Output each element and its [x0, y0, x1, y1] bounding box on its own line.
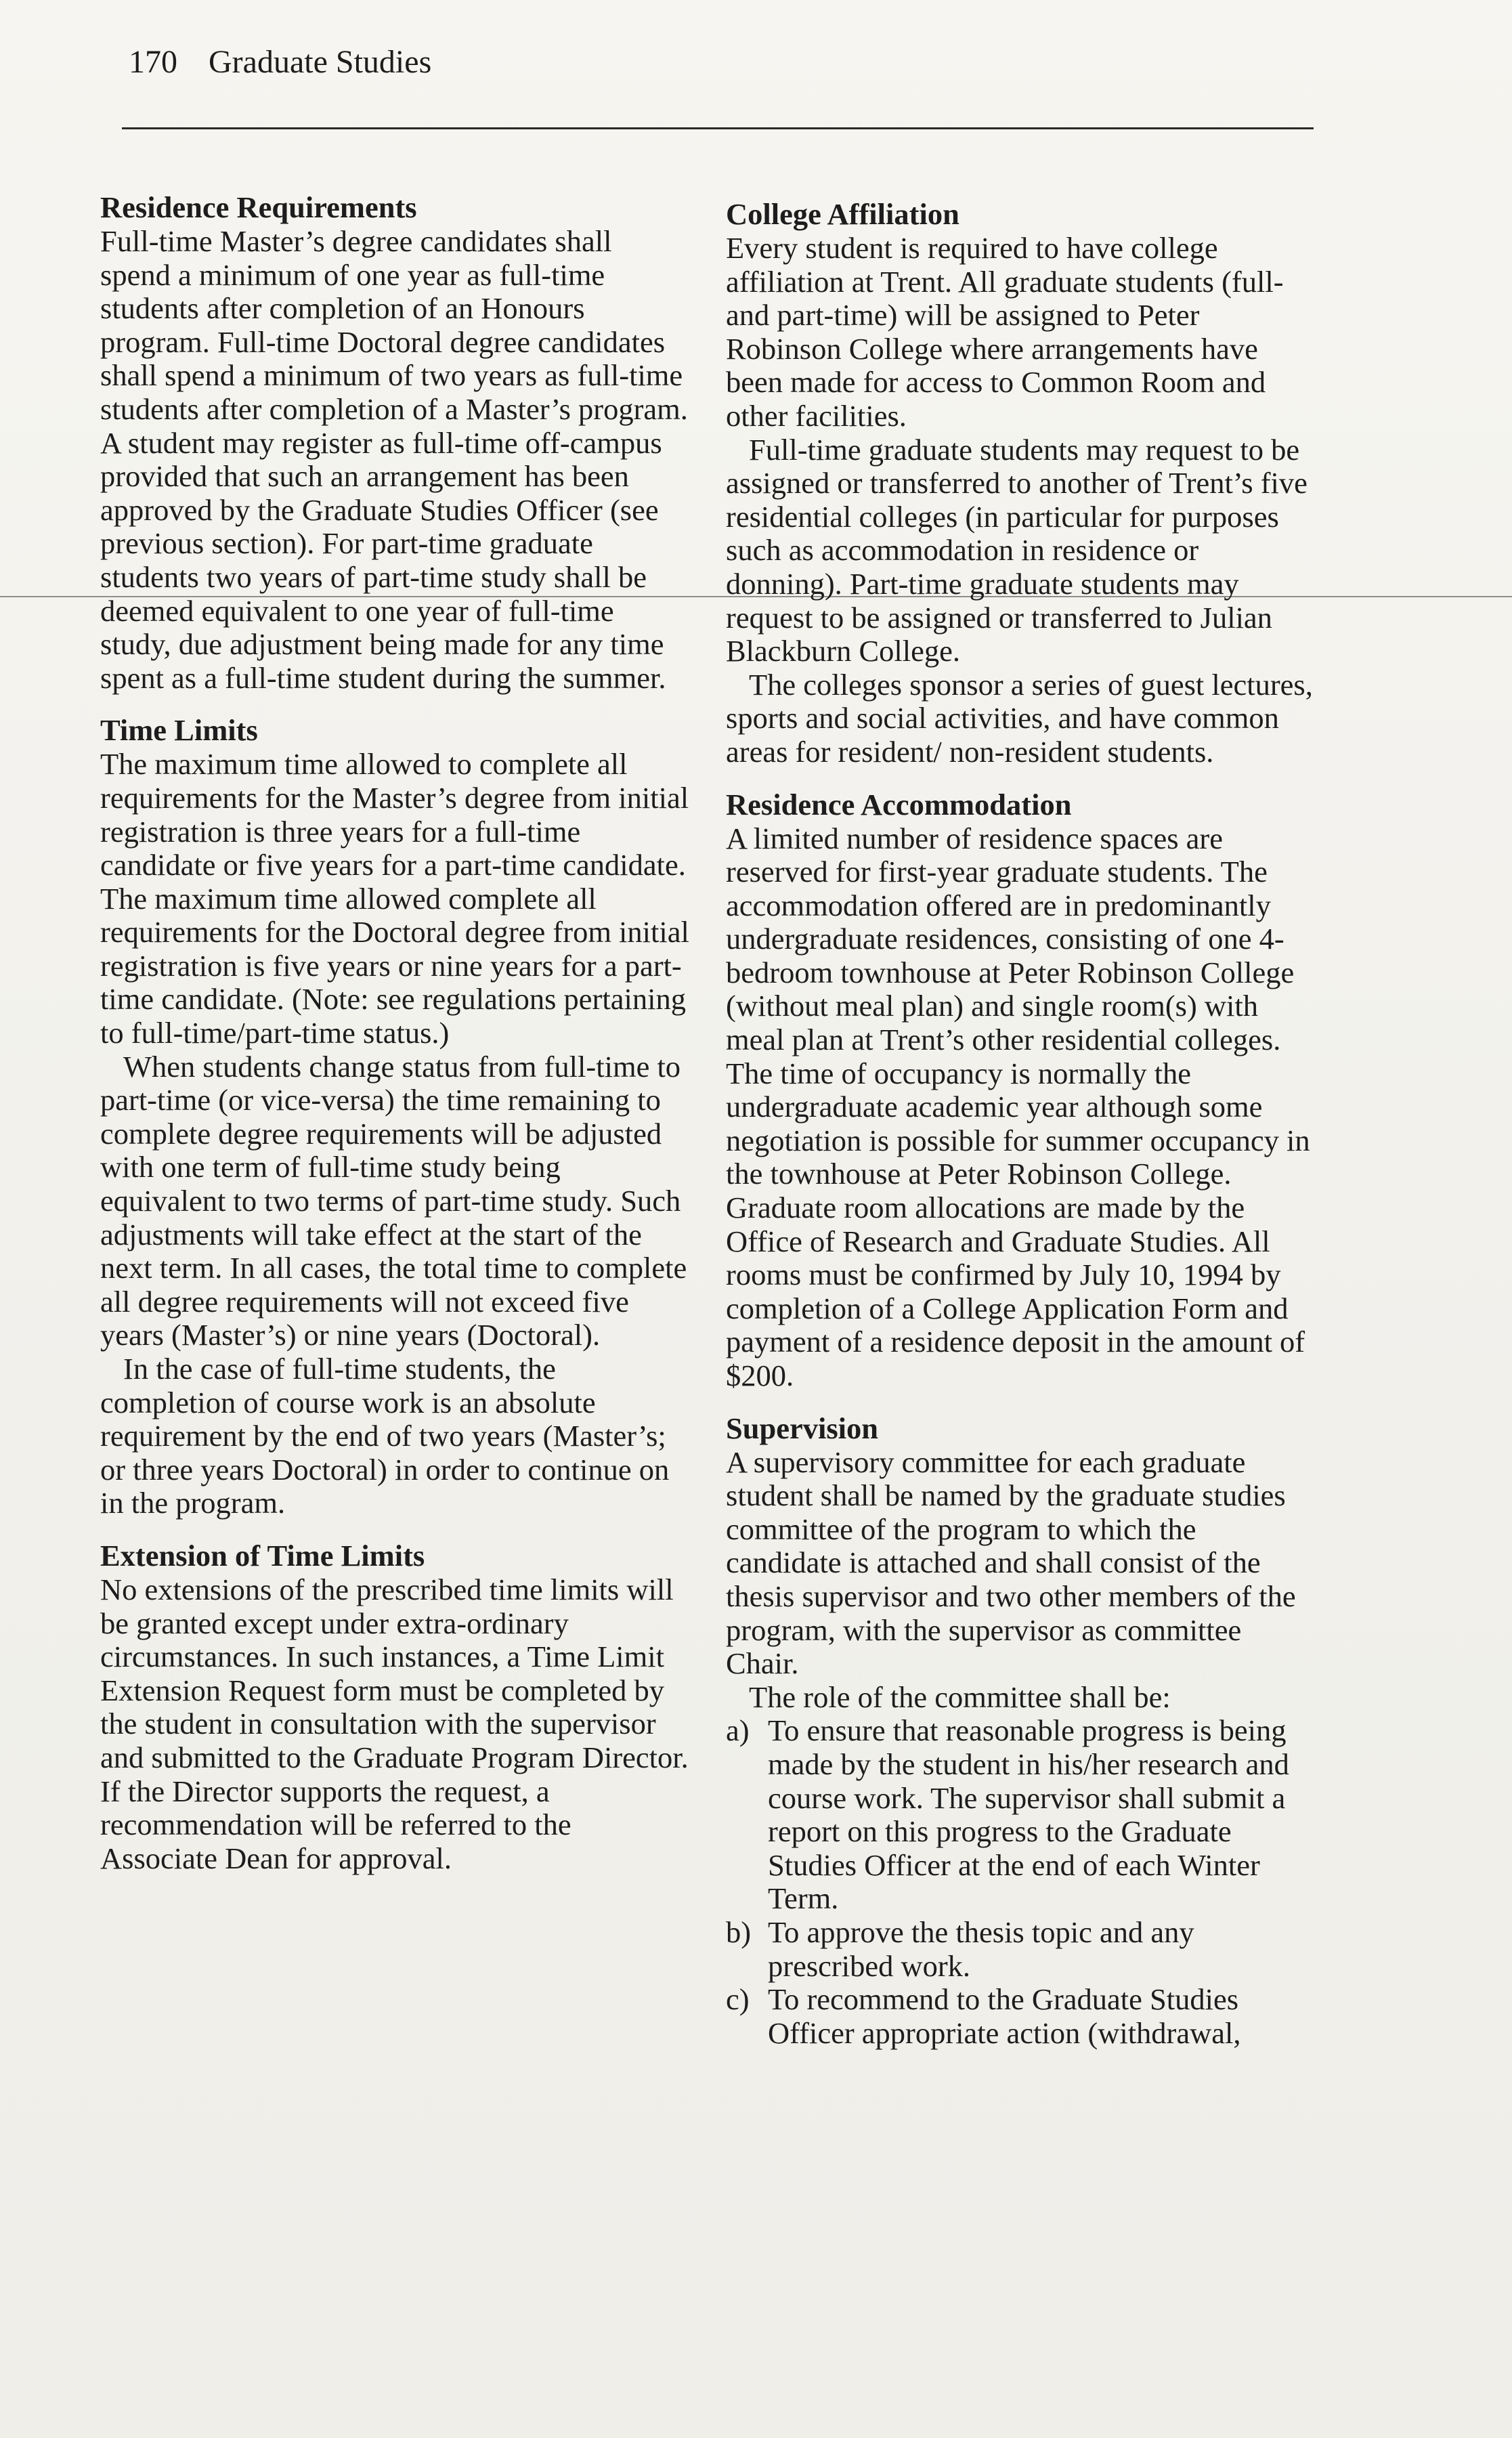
section-heading: College Affiliation — [726, 197, 959, 231]
paragraph: Full-time Master’s degree candidates shall spend a minimum of one year as full-time students after completion of an Honours program. Full-time Doctoral degree candidates shall spend a minimum of two years as full-time students after completion of a Master’s program. A student may register as full-time off-campus provided that such an arrangement has been approved by the Graduate Studies Officer (see previous section). For part-time graduate students two years of part-time study shall be deemed equivalent to one year of full-time study, due adjustment being made for any time spent as a full-time student during the summer. — [100, 224, 688, 695]
committee-role-list — [726, 1714, 1315, 2050]
section-heading: Extension of Time Limits — [100, 1538, 425, 1573]
section-heading: Residence Accommodation — [726, 787, 1072, 821]
paragraph: A supervisory committee for each graduate student shall be named by the graduate studies committee of the program to which the candidate is attached and shall consist of the thesis supervisor and two other members of the program, with the supervisor as committee Chair. — [726, 1445, 1296, 1681]
list-item — [726, 1916, 1315, 1983]
paragraph: Full-time graduate students may request to be assigned or transferred to another of Trent’s five residential colleges (in particular for purposes such as accommodation in residence or donning). Part-time graduate students may request to be assigned or transferred to Julian Blackburn College. — [726, 432, 1308, 668]
section-heading: Supervision — [726, 1411, 879, 1445]
page-number: 170 — [129, 44, 177, 80]
section-supervision — [726, 1411, 1315, 2051]
section-heading: Residence Requirements — [100, 190, 417, 224]
section-time-limits — [100, 712, 689, 1520]
paragraph: The role of the committee shall be: — [749, 1680, 1171, 1714]
paragraph: In the case of full-time students, the completion of course work is an absolute requirement by the end of two years (Master’s; or three years Doctoral) in order to continue on in the program. — [100, 1352, 670, 1520]
section-extension-of-time-limits — [100, 1538, 689, 1875]
list-item-text: To recommend to the Graduate Studies Officer appropriate action (withdrawal, — [768, 1982, 1241, 2050]
running-title: Graduate Studies — [209, 44, 432, 80]
list-item — [726, 1983, 1315, 2050]
list-marker: a) — [726, 1713, 750, 1748]
section-residence-requirements — [100, 190, 689, 695]
paragraph: No extensions of the prescribed time limits will be granted except under extra-ordinary circumstances. In such instances, a Time Limit Extension Request form must be completed by the student in consultation with the supervisor and submitted to the Graduate Program Director. If the Director supports the request, a recommendation will be referred to the Associate Dean for approval. — [100, 1572, 689, 1875]
paragraph: The maximum time allowed to complete all requirements for the Master’s degree from initial registration is three years for a full-time candidate or five years for a part-time candidate. The maximum time allowed complete all requirements for the Doctoral degree from initial registration is five years or nine years for a part-time candidate. (Note: see regulations pertaining to full-time/part-time status.) — [100, 747, 689, 1050]
page-header — [129, 42, 431, 83]
list-item — [726, 1714, 1315, 1916]
list-item-text: To ensure that reasonable progress is being made by the student in his/her research and course work. The supervisor shall submit a report on this progress to the Graduate Studies Officer at the end of each Winter Term. — [768, 1713, 1289, 1916]
section-heading: Time Limits — [100, 713, 258, 748]
paragraph: A limited number of residence spaces are reserved for first-year graduate students. The accommodation offered are in predominantly undergraduate residences, consisting of one 4-bedroom townhouse at Peter Robinson College (without meal plan) and single room(s) with meal plan at Trent’s other residential colleges. The time of occupancy is normally the undergraduate academic year although some negotiation is possible for summer occupancy in the townhouse at Peter Robinson College. Graduate room allocations are made by the Office of Research and Graduate Studies. All rooms must be confirmed by July 10, 1994 by completion of a College Application Form and payment of a residence deposit in the amount of $200. — [726, 821, 1310, 1392]
paragraph: When students change status from full-time to part-time (or vice-versa) the time remaining to complete degree requirements will be adjusted with one term of full-time study being equivalent to two terms of part-time study. Such adjustments will take effect at the start of the next term. In all cases, the total time to complete all degree requirements will not exceed five years (Master’s) or nine years (Doctoral). — [100, 1049, 687, 1352]
list-marker: c) — [726, 1982, 750, 2017]
right-column — [726, 196, 1315, 2068]
section-residence-accommodation — [726, 787, 1315, 1393]
section-college-affiliation — [726, 196, 1315, 769]
list-marker: b) — [726, 1915, 752, 1949]
paragraph: The colleges sponsor a series of guest lectures, sports and social activities, and have common areas for resident/ non-resident students. — [726, 667, 1313, 769]
left-column — [100, 190, 689, 1893]
header-rule — [122, 127, 1314, 129]
list-item-text: To approve the thesis topic and any prescribed work. — [768, 1915, 1194, 1983]
paragraph: Every student is required to have college affiliation at Trent. All graduate students (full- and part-time) will be assigned to Peter Robinson College where arrangements have been made for access to Common Room and other facilities. — [726, 231, 1284, 433]
